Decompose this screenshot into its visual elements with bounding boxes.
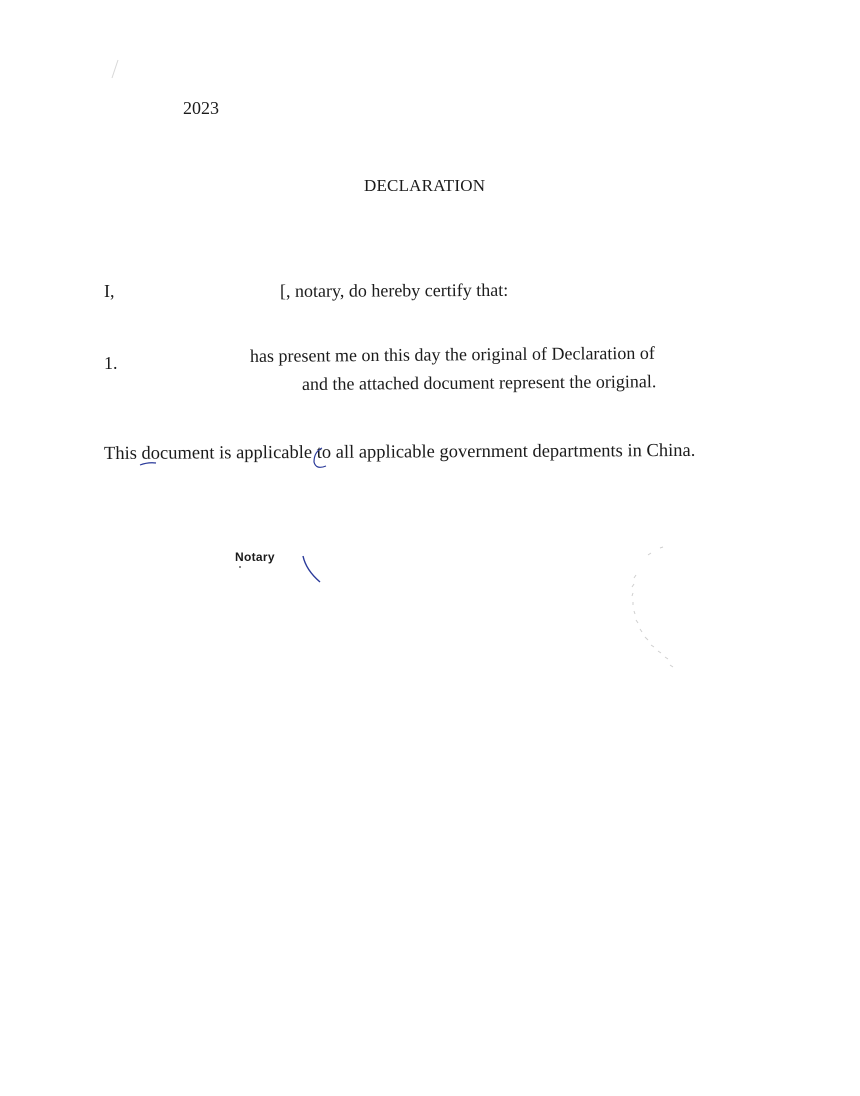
document-year: 2023: [183, 98, 219, 118]
notary-label: Notary: [235, 550, 275, 564]
scan-mark: [112, 60, 118, 78]
embossed-seal: [632, 547, 673, 667]
notary-dot: [239, 566, 241, 568]
applicability-statement: This document is applicable to all applicable government departments in China.: [103, 440, 696, 464]
item-text-line-1: has present me on this day the original of Declaration of: [249, 342, 655, 366]
item-number: 1.: [104, 353, 118, 373]
intro-lead: I,: [104, 281, 115, 301]
item-text-line-2: and the attached document represent the original.: [301, 371, 657, 394]
document-title: DECLARATION: [364, 176, 486, 195]
intro-certification: [, notary, do hereby certify that:: [279, 279, 509, 301]
signature-mark: [303, 556, 320, 582]
